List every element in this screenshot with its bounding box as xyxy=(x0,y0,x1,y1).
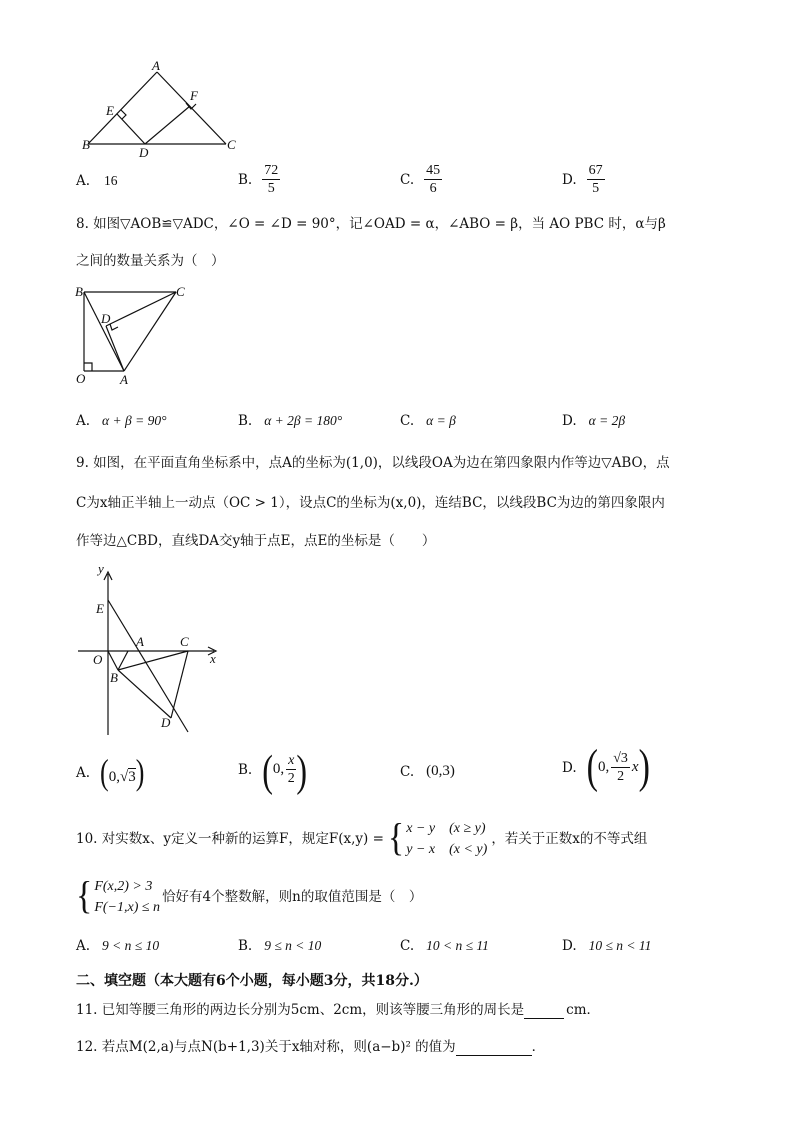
q7-label-b: B xyxy=(82,137,90,152)
q7-option-b-fraction xyxy=(262,162,280,197)
q8-label-d: D xyxy=(101,311,111,326)
q8-label-c: C xyxy=(176,284,185,299)
q7-option-a[interactable] xyxy=(76,173,118,189)
q10-system-1: F(x,2) > 3 xyxy=(94,879,153,894)
q7-option-a-value: 16 xyxy=(104,173,118,188)
q7-option-b-denominator: 5 xyxy=(267,181,275,196)
q9-option-d[interactable] xyxy=(562,740,650,793)
q8-option-d-letter: D. xyxy=(562,413,577,429)
q7-label-e: E xyxy=(106,103,114,118)
q8-question-line1: 8. 如图▽AOB≌▽ADC，∠O = ∠D = 90°，记∠OAD = α，∠ABO = β，当 AO PBC 时，α与β xyxy=(76,216,666,232)
q9-option-b[interactable] xyxy=(238,744,307,795)
q8-option-b-letter: B. xyxy=(238,413,253,429)
q8-option-d-value: α = 2β xyxy=(588,413,626,428)
q9-question-line1: 9. 如图，在平面直角坐标系中，点A的坐标为(1,0)，以线段OA为边在第四象限内作等边▽ABO，点 xyxy=(76,455,670,471)
q11-unit: cm． xyxy=(566,1002,601,1018)
q12-question xyxy=(76,1039,545,1056)
q9-question-line2: C为x轴正半轴上一动点（OC > 1），设点C的坐标为(x,0)，连结BC，以线段BC为边的第四象限内 xyxy=(76,495,665,511)
q10-option-c-letter: C. xyxy=(400,938,415,954)
q9-option-d-fraction xyxy=(611,750,630,785)
q7-triangle-figure xyxy=(70,58,250,158)
q9-label-c: C xyxy=(180,634,189,649)
q9-option-a-letter: A. xyxy=(76,765,91,781)
q8-option-a-value: α + β = 90° xyxy=(102,413,167,428)
q9-option-c-value: (0,3) xyxy=(426,763,455,779)
q10-option-d-letter: D. xyxy=(562,938,577,954)
q8-label-o: O xyxy=(76,371,86,386)
q8-figure xyxy=(70,282,200,387)
q9-option-d-post: x xyxy=(631,759,639,775)
q8-option-b[interactable] xyxy=(238,413,342,429)
q9-option-c[interactable] xyxy=(400,763,455,780)
q7-option-d[interactable] xyxy=(562,162,605,197)
q7-option-b-numerator: 72 xyxy=(264,163,279,178)
q8-option-c[interactable] xyxy=(400,413,456,429)
q9-label-x: x xyxy=(210,651,216,666)
q11-answer-blank[interactable] xyxy=(524,1002,564,1019)
q12-end: ． xyxy=(531,1039,546,1055)
q7-option-d-letter: D. xyxy=(562,171,577,188)
q7-option-d-denominator: 5 xyxy=(592,181,600,196)
q9-option-b-denominator: 2 xyxy=(287,771,295,786)
q10-option-d-value: 10 ≤ n < 11 xyxy=(588,938,652,953)
q9-option-d-numerator: √3 xyxy=(613,751,628,766)
q9-option-a-expression: (0,√3) xyxy=(100,752,145,793)
q8-label-a: A xyxy=(120,372,128,387)
q8-option-a[interactable] xyxy=(76,413,166,429)
q9-option-d-letter: D. xyxy=(562,759,577,776)
q9-option-b-expression: ( 0, $\frac{x}{2}$ ) xyxy=(262,744,307,795)
q10-option-c[interactable] xyxy=(400,938,489,954)
q7-option-c[interactable] xyxy=(400,162,442,197)
q7-label-a: A xyxy=(152,58,160,73)
q10-question-line2: { F(x,2) > 3 F(−1,x) ≤ n 恰好有4个整数解，则n的取值范围是（ ） xyxy=(76,875,423,918)
q10-question-line1: 10. 对实数x、y定义一种新的运算F，规定F(x,y) = { x − y (x ≥ y) y − x (x < y) ，若关于正数x的不等式组 xyxy=(76,817,648,860)
q9-label-e: E xyxy=(96,601,104,616)
q8-option-b-value: α + 2β = 180° xyxy=(264,413,343,428)
q9-option-a-radical: 3 xyxy=(128,769,136,785)
q9-option-c-letter: C. xyxy=(400,763,415,780)
q7-option-c-numerator: 45 xyxy=(426,163,441,178)
q8-option-c-letter: C. xyxy=(400,413,415,429)
q10-option-c-value: 10 < n ≤ 11 xyxy=(426,938,489,953)
q9-option-b-numerator: x xyxy=(288,753,295,768)
q10-system-2: F(−1,x) ≤ n xyxy=(94,900,161,915)
q12-answer-blank[interactable] xyxy=(456,1039,532,1056)
q9-coordinate-figure xyxy=(70,560,230,740)
q10-option-b-value: 9 ≤ n < 10 xyxy=(264,938,322,953)
q7-option-c-letter: C. xyxy=(400,171,415,188)
q10-option-a-letter: A. xyxy=(76,938,91,954)
q8-option-a-letter: A. xyxy=(76,413,91,429)
q10-intro: 10. 对实数x、y定义一种新的运算F，规定F(x,y) = xyxy=(76,830,384,847)
q9-option-d-expression: ( 0, $\frac{√3}{2}$ x ) xyxy=(586,740,650,793)
q10-case1: x − y (x ≥ y) xyxy=(406,821,486,836)
q7-option-c-fraction xyxy=(424,162,442,197)
q10-case2: y − x (x < y) xyxy=(406,842,488,857)
q11-question xyxy=(76,1002,600,1019)
q9-label-a: A xyxy=(136,634,144,649)
q10-system-after: 恰好有4个整数解，则n的取值范围是（ ） xyxy=(162,888,423,905)
q8-question-line2: 之间的数量关系为（ ） xyxy=(76,253,225,269)
q10-after: ，若关于正数x的不等式组 xyxy=(491,830,648,847)
q7-option-b[interactable] xyxy=(238,162,280,197)
q7-option-d-numerator: 67 xyxy=(588,163,603,178)
q10-option-b[interactable] xyxy=(238,938,321,954)
section2-heading: 二、填空题（本大题有6个小题，每小题3分，共18分.） xyxy=(76,973,428,989)
q7-option-d-fraction xyxy=(587,162,605,197)
q9-label-y: y xyxy=(98,561,104,576)
q8-option-c-value: α = β xyxy=(426,413,456,428)
q10-option-a-value: 9 < n ≤ 10 xyxy=(102,938,160,953)
q7-option-a-letter: A. xyxy=(76,173,91,189)
q7-label-f: F xyxy=(190,88,198,103)
q7-option-b-letter: B. xyxy=(238,171,253,188)
q10-option-d[interactable] xyxy=(562,938,651,954)
q10-option-b-letter: B. xyxy=(238,938,253,954)
q7-option-c-denominator: 6 xyxy=(429,181,437,196)
q7-label-d: D xyxy=(139,145,149,158)
q9-option-b-letter: B. xyxy=(238,761,253,778)
q9-question-line3: 作等边△CBD，直线DA交y轴于点E，点E的坐标是（ ） xyxy=(76,533,436,549)
q8-option-d[interactable] xyxy=(562,413,625,429)
q9-label-o: O xyxy=(93,652,103,667)
q9-option-b-fraction xyxy=(286,752,296,787)
q9-option-d-pre: 0, xyxy=(597,759,610,775)
q11-text: 11. 已知等腰三角形的两边长分别为5cm、2cm，则该等腰三角形的周长是 xyxy=(76,1002,525,1018)
q9-option-d-denominator: 2 xyxy=(617,769,625,784)
q9-option-a-pre: 0, xyxy=(108,769,120,785)
q9-label-d: D xyxy=(161,715,171,730)
q9-option-a[interactable] xyxy=(76,752,145,793)
q10-option-a[interactable] xyxy=(76,938,159,954)
q9-option-b-pre: 0, xyxy=(272,761,285,777)
q12-text: 12. 若点M(2,a)与点N(b+1,3)关于x轴对称，则(a−b)² 的值为 xyxy=(76,1039,456,1055)
q8-label-b: B xyxy=(75,284,83,299)
q7-label-c: C xyxy=(227,137,236,152)
q9-label-b: B xyxy=(110,670,118,685)
